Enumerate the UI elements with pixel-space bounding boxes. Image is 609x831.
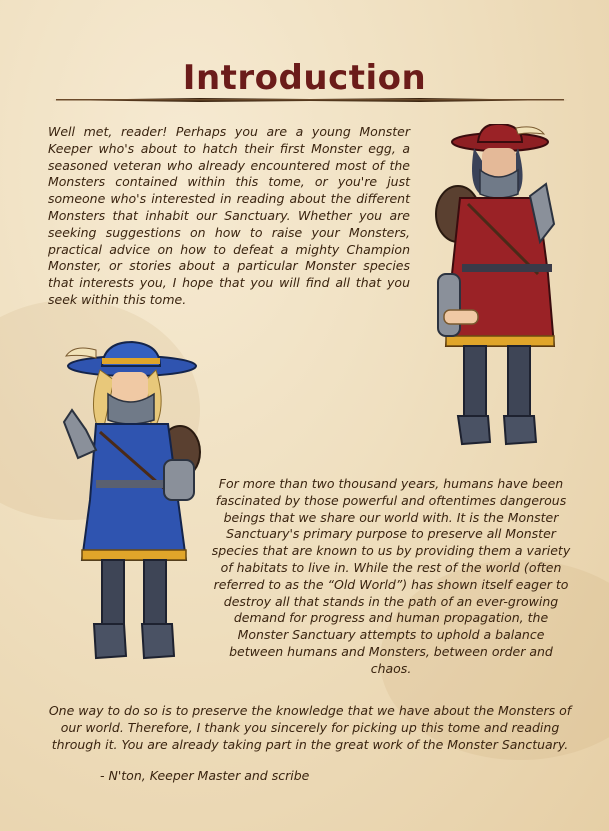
intro-paragraph-3: One way to do so is to preserve the knowledge that we have about the Monsters of our world. Therefore, I thank you sincerely for picking up this tome and reading through it. You are already taking part in the great work of the Monster Sanctuary. <box>48 703 572 752</box>
blue-keeper-figure-icon <box>56 340 212 670</box>
intro-paragraph-2: For more than two thousand years, humans have been fascinated by those powerful and oftentimes dangerous beings that we share our world with. It is the Monster Sanctuary's primary purpose to preserve all Monster species that are known to us by providing them a variety of habitats to live in. While the rest of the world (often referred to as the “Old World”) has shown itself eager to destroy all that stands in the path of an ever-growing demand for progress and human propagation, the Monster Sanctuary attempts to uphold a balance between humans and Monsters, between order and chaos. <box>211 476 571 676</box>
signature: - N'ton, Keeper Master and scribe <box>100 768 310 783</box>
title-divider <box>50 94 570 106</box>
red-keeper-figure-icon <box>418 124 568 454</box>
intro-paragraph-1: Well met, reader! Perhaps you are a young Monster Keeper who's about to hatch their first Monster egg, a seasoned veteran who already encountered most of the Monsters contained within this tome, or you're just someone who's interested in reading about the different Monsters that inhabit our Sanctuary. Whether you are seeking suggestions on how to raise your Monsters, practical advice on how to defeat a mighty Champion Monster, or stories about a particular Monster species that interests you, I hope that you will find all that you seek within this tome. <box>48 124 410 307</box>
page-title: Introduction <box>182 58 427 98</box>
